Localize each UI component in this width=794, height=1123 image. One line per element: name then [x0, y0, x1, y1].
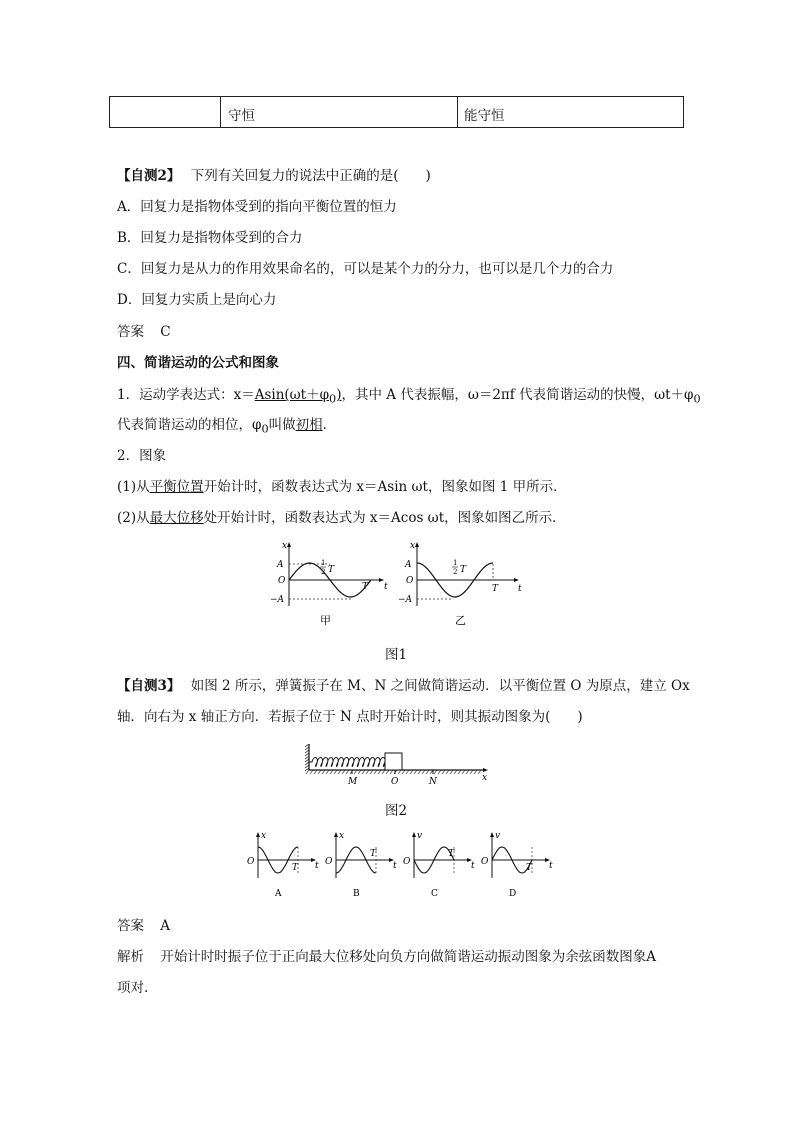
- underlined-term: 最大位移: [149, 510, 204, 526]
- axis-label: t: [518, 584, 522, 594]
- axis-label: T: [460, 565, 467, 575]
- analysis-line-2: 项对.: [117, 980, 149, 996]
- answer-value: A: [160, 918, 171, 934]
- axis-label: O: [278, 576, 286, 586]
- table-cell: 守恒: [228, 108, 255, 124]
- answer-label: 答案: [117, 324, 144, 340]
- formula-line-2: [117, 416, 336, 439]
- figure-1-caption: 图1: [385, 647, 408, 663]
- underlined-term: 平衡位置: [149, 479, 204, 495]
- axis-label: t: [384, 582, 388, 592]
- subscript: 0: [261, 422, 269, 436]
- table-divider: [220, 97, 221, 127]
- axis-label: t: [549, 861, 553, 871]
- question-tag: 【自测2】: [117, 168, 181, 184]
- option-label: D: [509, 889, 517, 899]
- axis-label: O: [247, 857, 255, 867]
- axis-label: T: [292, 863, 299, 873]
- arrow-icon: [415, 542, 419, 547]
- question-2: [117, 167, 431, 185]
- axis-label: O: [325, 857, 333, 867]
- text-run: ，其中 A 代表振幅，ω＝2πf 代表简谐运动的快慢，ωt＋φ: [341, 387, 694, 403]
- text-run: 处开始计时，函数表达式为 x＝Acos ωt，图象如图乙所示．: [203, 510, 566, 526]
- question-3-line-2: 轴．向右为 x 轴正方向．若振子位于 N 点时开始计时，则其振动图象为( ): [117, 709, 583, 725]
- text-run: Asin(ωt＋φ: [254, 387, 330, 403]
- graph-label: 乙: [455, 614, 466, 627]
- axis-label: t: [315, 861, 319, 871]
- option-label: B: [353, 889, 360, 899]
- text-run: (1)从: [117, 479, 150, 495]
- option-label: A: [275, 889, 282, 899]
- graph-jia: [270, 541, 388, 627]
- formula-line-1: [117, 386, 701, 409]
- option-graphs: [238, 828, 568, 900]
- axis-label: O: [406, 576, 414, 586]
- wall-hatch: [305, 744, 309, 771]
- fraction-den: 2: [453, 568, 458, 576]
- arrow-icon: [490, 832, 494, 837]
- spring: [309, 758, 385, 767]
- option-label: C: [431, 889, 438, 899]
- axis-label: v: [495, 831, 501, 841]
- axis-label: O: [403, 857, 411, 867]
- hatch-line: [305, 753, 309, 756]
- hatch-line: [305, 756, 309, 759]
- hatch-line: [305, 765, 309, 768]
- arrow-icon: [483, 768, 488, 772]
- axis-label: T: [526, 863, 533, 873]
- axis-label: A: [405, 560, 412, 570]
- axis-label: x: [410, 541, 416, 551]
- graph-heading: 2．图象: [117, 448, 167, 464]
- answer-line: [117, 323, 171, 341]
- arrow-icon: [334, 832, 338, 837]
- option-a: A．回复力是指物体受到的指向平衡位置的恒力: [117, 199, 397, 215]
- axis-label: x: [261, 831, 267, 841]
- fraction-num: 1: [453, 559, 458, 567]
- point-label: M: [348, 777, 358, 787]
- subscript: 0: [329, 392, 337, 406]
- axis-label: x: [482, 773, 488, 783]
- graph-line-2: [117, 509, 566, 527]
- axis-label: x: [339, 831, 345, 841]
- fraction-den: 2: [321, 568, 326, 576]
- axis-label: v: [417, 831, 423, 841]
- point-label: N: [429, 777, 437, 787]
- table-divider: [457, 97, 458, 127]
- text-run: (2)从: [117, 510, 150, 526]
- hatch-line: [305, 747, 309, 750]
- axis-label: x: [282, 541, 288, 551]
- option-b: B．回复力是指物体受到的合力: [117, 230, 303, 246]
- option-c: C．回复力是从力的作用效果命名的，可以是某个力的分力，也可以是几个力的合力: [117, 261, 614, 277]
- top-table: [109, 96, 684, 128]
- axis-label: A: [277, 560, 284, 570]
- axis-label: T: [362, 582, 369, 592]
- arrow-icon: [287, 542, 291, 547]
- analysis-label: 解析: [117, 949, 144, 965]
- axis-label: T: [328, 565, 335, 575]
- hatch-line: [305, 762, 309, 765]
- hatch-line: [305, 759, 309, 762]
- subscript: 0: [693, 392, 701, 406]
- question-stem: 下列有关回复力的说法中正确的是( ): [190, 168, 431, 184]
- text-run: 1．运动学表达式：x＝: [117, 387, 255, 403]
- answer-value: C: [160, 324, 171, 340]
- section-heading: 四、简谐运动的公式和图象: [117, 355, 279, 371]
- analysis-line-1: [117, 948, 656, 966]
- hatch-line: [305, 750, 309, 753]
- text-run: 代表简谐运动的相位，φ: [117, 417, 262, 433]
- arrow-icon: [514, 578, 519, 582]
- fraction-num: 1: [321, 559, 326, 567]
- axis-label: t: [471, 861, 475, 871]
- axis-label: O: [481, 857, 489, 867]
- axis-label: T: [370, 849, 377, 859]
- arrow-icon: [412, 832, 416, 837]
- answer-label: 答案: [117, 918, 144, 934]
- text-run: ．: [322, 417, 337, 433]
- axis-label: T: [448, 849, 455, 859]
- figure-2: [300, 740, 500, 790]
- underlined-formula: [254, 387, 342, 406]
- axis-label: t: [393, 861, 397, 871]
- graph-yi: [398, 541, 522, 627]
- text-run: ): [336, 387, 342, 403]
- text-run: 开始计时，函数表达式为 x＝Asin ωt，图象如图 1 甲所示．: [203, 479, 567, 495]
- oscillator-block: [385, 753, 402, 770]
- hatch-line: [306, 770, 309, 774]
- underlined-term: 初相: [295, 417, 323, 433]
- graph-line-1: [117, 478, 567, 496]
- analysis-text: 开始计时时振子位于正向最大位移处向负方向做简谐运动振动图象为余弦函数图象A: [160, 949, 657, 965]
- question-3-line-1: [117, 677, 690, 695]
- answer-line-2: [117, 917, 170, 935]
- point-label: O: [391, 777, 399, 787]
- axis-label: T: [492, 584, 499, 594]
- graph-label: 甲: [320, 614, 331, 627]
- axis-label: −A: [270, 595, 285, 605]
- axis-label: −A: [398, 595, 413, 605]
- figure-1: [262, 540, 542, 635]
- question-text: 如图 2 所示，弹簧振子在 M、N 之间做简谐运动．以平衡位置 O 为原点，建立 Ox: [190, 678, 690, 694]
- figure-2-caption: 图2: [385, 803, 408, 819]
- table-cell: 能守恒: [464, 108, 505, 124]
- text-run: 叫做: [268, 417, 296, 433]
- question-tag: 【自测3】: [117, 678, 181, 694]
- hatch-line: [305, 744, 309, 747]
- option-d: D．回复力实质上是向心力: [117, 292, 277, 308]
- arrow-icon: [256, 832, 260, 837]
